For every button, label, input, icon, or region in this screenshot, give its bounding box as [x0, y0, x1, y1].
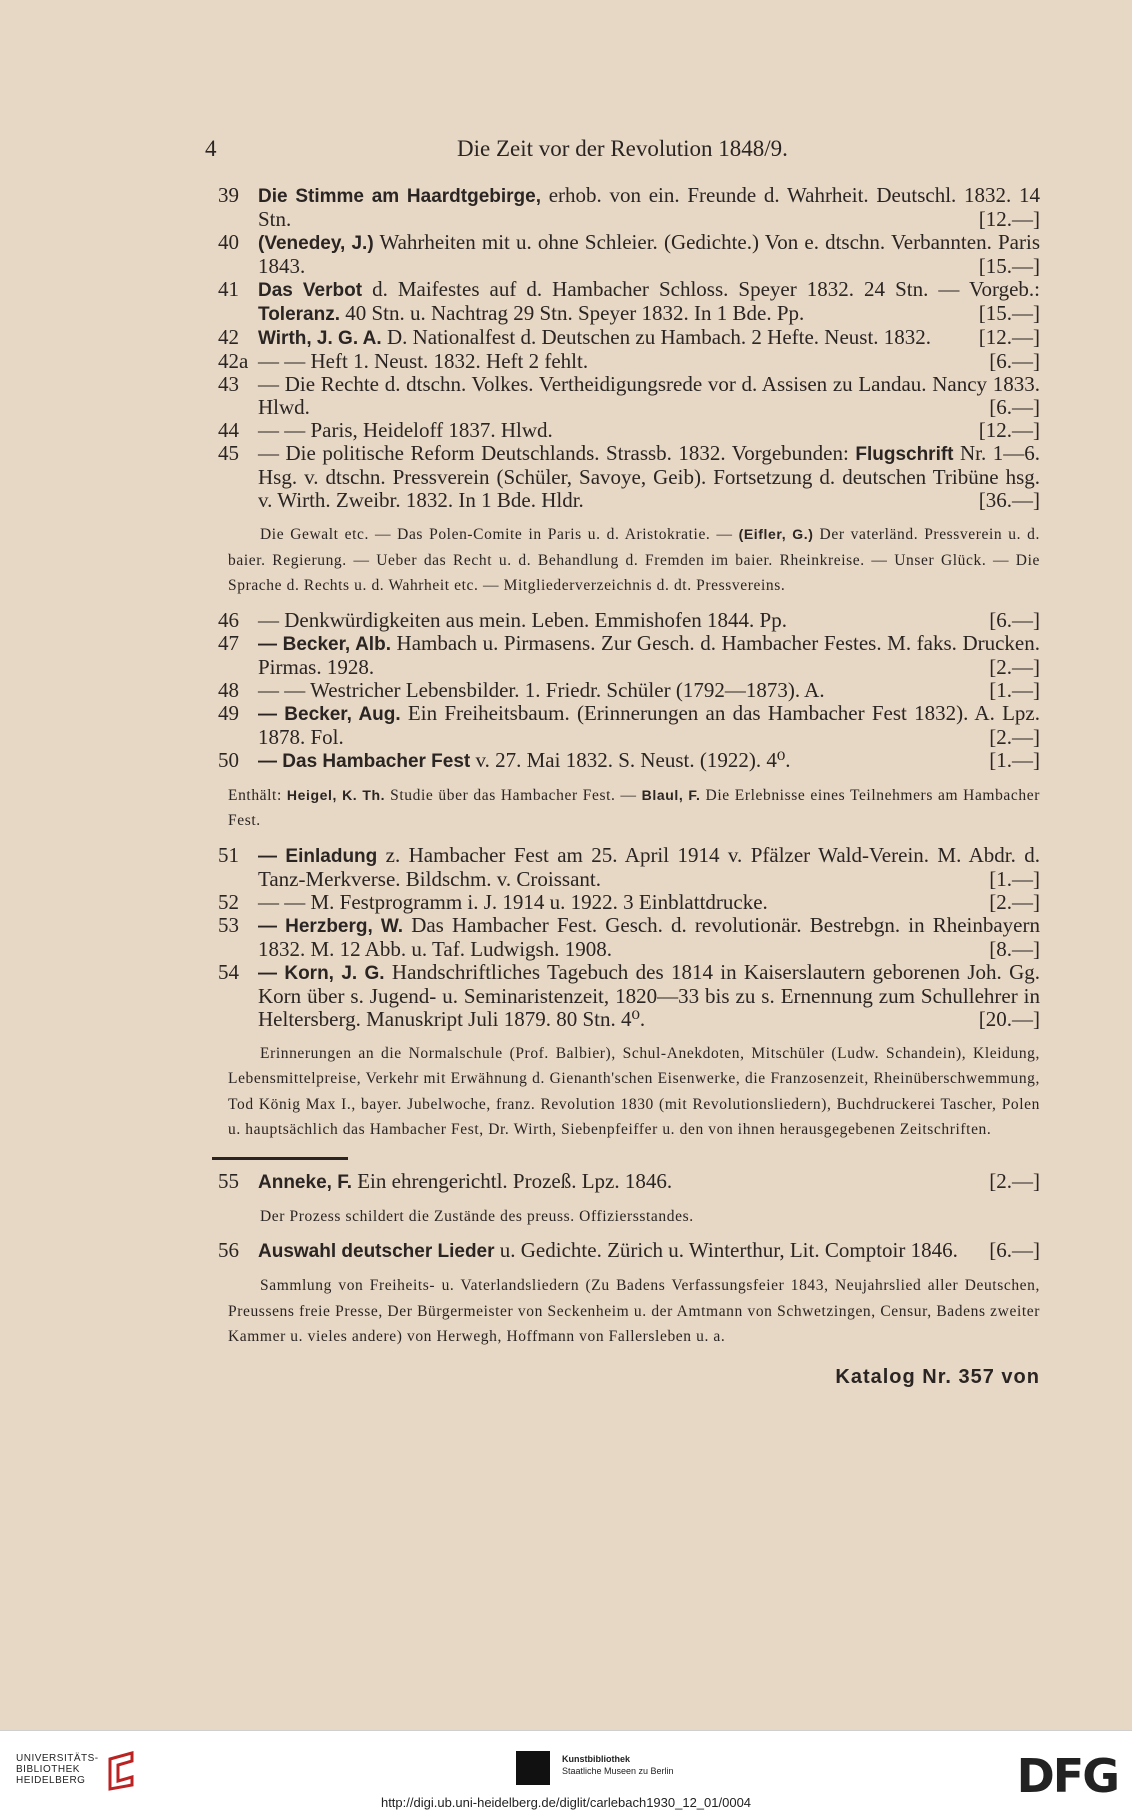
catalog-entry	[218, 373, 1040, 419]
dfg-logo[interactable]: DFG	[1016, 1749, 1118, 1803]
note-text: Die Gewalt etc. — Das Polen-Comite in Paris u. d. Aristokratie. —	[260, 526, 739, 543]
entry-author-secondary: Flugschrift	[855, 444, 954, 465]
catalog-entry	[218, 278, 1040, 326]
catalog-entry	[218, 350, 1040, 373]
entry-author: — Becker, Aug.	[258, 703, 401, 725]
note-author: Heigel, K. Th.	[286, 786, 386, 803]
university-library-logo[interactable]	[16, 1753, 99, 1786]
entry-text: v. 27. Mai 1832. S. Neust. (1922). 4⁰.	[470, 747, 791, 772]
entry-number: 41	[218, 277, 239, 301]
entry-text: Handschriftliches Tagebuch des 1814 in Kaiserslautern geborenen Joh. Gg. Korn über s. Jugend- u. Seminaristenzeit, 1820—33 bis zu s. Ernennung zum Schullehrer in Heltersberg. Manuskript Juli 1879. 80 Stn. 4⁰.	[258, 959, 1040, 1031]
entry-text: d. Maifestes auf d. Hambacher Schloss. Speyer 1832. 24 Stn. — Vorgeb.:	[362, 277, 1040, 301]
note-author: Blaul, F.	[641, 786, 701, 803]
entry-price: [12.—]	[978, 325, 1040, 349]
catalog-entry	[218, 326, 1040, 350]
kb-subtitle: Staatliche Museen zu Berlin	[562, 1766, 674, 1776]
kunstbibliothek-logo-icon	[516, 1751, 550, 1785]
page-url[interactable]: http://digi.ub.uni-heidelberg.de/diglit/carlebach1930_12_01/0004	[380, 1795, 752, 1810]
kb-title: Kunstbibliothek	[562, 1754, 630, 1764]
entry-price: [20.—]	[978, 1006, 1040, 1031]
entry-text-secondary: Nr. 1—6. Hsg. v. dtschn. Pressverein (Schüler, Savoye, Geib). Fortsetzung d. deutschen Tribüne hsg. v. Wirth. Zweibr. 1832. In 1 Bde. Hldr.	[258, 441, 1041, 512]
entry-author-secondary: Toleranz.	[258, 304, 340, 325]
note-text: Enthält:	[228, 786, 287, 804]
entry-number: 45	[218, 441, 239, 465]
catalog-entry	[218, 702, 1040, 749]
catalog-entry	[218, 231, 1040, 278]
entry-number: 39	[218, 183, 239, 207]
catalog-entry	[218, 914, 1040, 961]
note-author: (Eifler, G.)	[738, 526, 814, 542]
entry-price: [2.—]	[989, 1168, 1040, 1193]
entry-number: 46	[218, 607, 239, 632]
catalog-entry	[218, 1170, 1040, 1194]
catalog-entry	[218, 442, 1040, 512]
entry-number: 51	[218, 842, 239, 867]
entry-author: Anneke, F.	[258, 1171, 352, 1193]
entry-number: 55	[218, 1168, 239, 1193]
entry-author: Das Verbot	[258, 280, 363, 301]
catalog-entry	[218, 844, 1040, 891]
entry-text: — Die Rechte d. dtschn. Volkes. Vertheidigungsrede vor d. Assisen zu Landau. Nancy 1833. Hlwd.	[258, 372, 1040, 419]
catalog-entry	[218, 609, 1040, 632]
catalog-reference: Katalog Nr. 357 von	[835, 1365, 1040, 1388]
entry-price: [12.—]	[978, 418, 1040, 442]
entry-text: — Denkwürdigkeiten aus mein. Leben. Emmishofen 1844. Pp.	[258, 607, 787, 632]
note-text: Die Erlebnisse eines Teilnehmers am Hambacher Fest.	[228, 786, 1040, 829]
entry-number: 54	[218, 959, 239, 984]
entry-text: — — Heft 1. Neust. 1832. Heft 2 fehlt.	[258, 349, 589, 373]
entry-author: — Einladung	[258, 845, 378, 867]
catalog-entry	[218, 184, 1040, 231]
entry-note: Der Prozess schildert die Zustände des preuss. Offiziersstandes.	[260, 1207, 694, 1225]
catalog-entry	[218, 891, 1040, 914]
entry-price: [12.—]	[978, 207, 1040, 231]
entry-text: erhob. von ein. Freunde d. Wahrheit. Deutschl. 1832. 14 Stn.	[258, 183, 1040, 231]
entry-number: 44	[218, 418, 239, 442]
entry-text: — Die politische Reform Deutschlands. Strassb. 1832. Vorgebunden:	[258, 441, 856, 465]
entry-price: [8.—]	[989, 936, 1040, 961]
entry-author: — Korn, J. G.	[258, 962, 385, 984]
entry-number: 56	[218, 1238, 239, 1262]
note-text: Studie über das Hambacher Fest. —	[385, 786, 642, 804]
entry-number: 49	[218, 700, 239, 725]
entry-price: [36.—]	[978, 488, 1040, 512]
running-title: Die Zeit vor der Revolution 1848/9.	[457, 136, 788, 161]
entry-text: — — Paris, Heideloff 1837. Hlwd.	[258, 418, 553, 442]
page-number: 4	[205, 136, 217, 161]
uni-logo-line: BIBLIOTHEK	[16, 1764, 80, 1775]
entry-number: 53	[218, 912, 239, 937]
entry-number: 43	[218, 372, 239, 396]
entry-author: Auswahl deutscher Lieder	[258, 1241, 495, 1262]
page-header	[205, 136, 1040, 170]
kunstbibliothek-logo[interactable]	[562, 1753, 674, 1777]
catalog-entry	[218, 961, 1040, 1031]
entry-number: 50	[218, 747, 239, 772]
entry-text: Hambach u. Pirmasens. Zur Gesch. d. Hambacher Festes. M. faks. Drucken. Pirmas. 1928.	[258, 630, 1040, 679]
entry-text: Wahrheiten mit u. ohne Schleier. (Gedichte.) Von e. dtschn. Verbannten. Paris 1843.	[258, 230, 1040, 278]
entry-author: — Herzberg, W.	[258, 915, 404, 937]
entry-number: 48	[218, 677, 239, 702]
entry-text: u. Gedichte. Zürich u. Winterthur, Lit. Comptoir 1846.	[494, 1238, 958, 1262]
entry-text: Ein ehrengerichtl. Prozeß. Lpz. 1846.	[351, 1168, 673, 1193]
entry-author: Wirth, J. G. A.	[258, 328, 382, 349]
entry-price: [2.—]	[989, 889, 1040, 914]
catalog-entry	[218, 679, 1040, 702]
entry-price: [6.—]	[989, 395, 1040, 419]
entry-price: [6.—]	[989, 1238, 1040, 1262]
entry-note: Sammlung von Freiheits- u. Vaterlandsliedern (Zu Badens Verfassungsfeier 1843, Neujahrslied aller Deutschen, Preussens freie Presse, Der Bürgermeister von Seckenheim u. der Amtmann von Schwetzingen, Censur, Badens zweiter Kammer u. vieles andere) von Herwegh, Hoffmann von Fallersleben u. a.	[228, 1277, 1040, 1345]
entry-number: 42	[218, 325, 239, 349]
entry-price: [15.—]	[978, 301, 1040, 325]
entry-author: (Venedey, J.)	[258, 233, 374, 254]
catalog-listing	[218, 184, 1040, 1389]
entry-note	[228, 522, 1040, 599]
entry-text: — — M. Festprogramm i. J. 1914 u. 1922. 3 Einblattdrucke.	[258, 889, 768, 914]
entry-price: [6.—]	[989, 349, 1040, 373]
entry-text: z. Hambacher Fest am 25. April 1914 v. Pfälzer Wald-Verein. M. Abdr. d. Tanz-Merkverse. Bildschm. v. Croissant.	[258, 842, 1040, 891]
entry-author: — Becker, Alb.	[258, 633, 391, 655]
uni-logo-line: HEIDELBERG	[16, 1775, 86, 1786]
university-library-logo-icon	[104, 1751, 138, 1791]
entry-text-secondary: 40 Stn. u. Nachtrag 29 Stn. Speyer 1832. In 1 Bde. Pp.	[340, 301, 805, 325]
entry-price: [2.—]	[989, 654, 1040, 679]
entry-number: 40	[218, 230, 239, 254]
entry-author: Die Stimme am Haardtgebirge,	[258, 186, 541, 207]
entry-text: — — Westricher Lebensbilder. 1. Friedr. Schüler (1792—1873). A.	[258, 677, 825, 702]
section-divider	[212, 1157, 348, 1160]
entry-price: [1.—]	[989, 677, 1040, 702]
entry-number: 47	[218, 630, 239, 655]
entry-note: Erinnerungen an die Normalschule (Prof. Balbier), Schul-Anekdoten, Mitschüler (Ludw. Schandein), Kleidung, Lebensmittelpreise, Verkehr mit Erwähnung d. Gienanth'schen Eisenwerke, die Franzosenzeit, Rheinüberschwemmung, Tod König Max I., bayer. Jubelwoche, franz. Revolution 1830 (mit Revolutionsliedern), Buchdruckerei Tascher, Polen u. hauptsächlich das Hambacher Fest, Dr. Wirth, Siebenpfeiffer u. den von ihnen herausgegebenen Zeitschriften.	[228, 1044, 1040, 1138]
entry-text: Das Hambacher Fest. Gesch. d. revolutionär. Bestrebgn. in Rheinbayern 1832. M. 12 Abb. u. Taf. Ludwigsh. 1908.	[258, 912, 1040, 961]
catalog-entry	[218, 1239, 1040, 1263]
uni-logo-line: UNIVERSITÄTS-	[16, 1753, 99, 1764]
catalog-entry	[218, 749, 1040, 773]
entry-price: [2.—]	[989, 724, 1040, 749]
entry-number: 42a	[218, 349, 249, 373]
entry-text: Ein Freiheitsbaum. (Erinnerungen an das Hambacher Fest 1832). A. Lpz. 1878. Fol.	[258, 700, 1040, 749]
catalog-entry	[218, 632, 1040, 679]
entry-price: [6.—]	[989, 607, 1040, 632]
entry-price: [15.—]	[978, 254, 1040, 278]
viewer-footer	[0, 1730, 1132, 1815]
entry-text: D. Nationalfest d. Deutschen zu Hambach. 2 Hefte. Neust. 1832.	[381, 325, 932, 349]
entry-price: [1.—]	[989, 747, 1040, 772]
entry-author: — Das Hambacher Fest	[258, 750, 471, 772]
entry-number: 52	[218, 889, 239, 914]
catalog-entry	[218, 419, 1040, 442]
entry-price: [1.—]	[989, 866, 1040, 891]
entry-note	[228, 783, 1040, 834]
note-text: Der vaterländ. Pressverein u. d. baier. Regierung. — Ueber das Recht u. d. Behandlung d. Fremden im baier. Rheinkreise. — Unser Glück. — Die Sprache d. Rechts u. d. Wahrheit etc. — Mitgliederverzeichnis d. dt. Pressvereins.	[228, 526, 1041, 594]
